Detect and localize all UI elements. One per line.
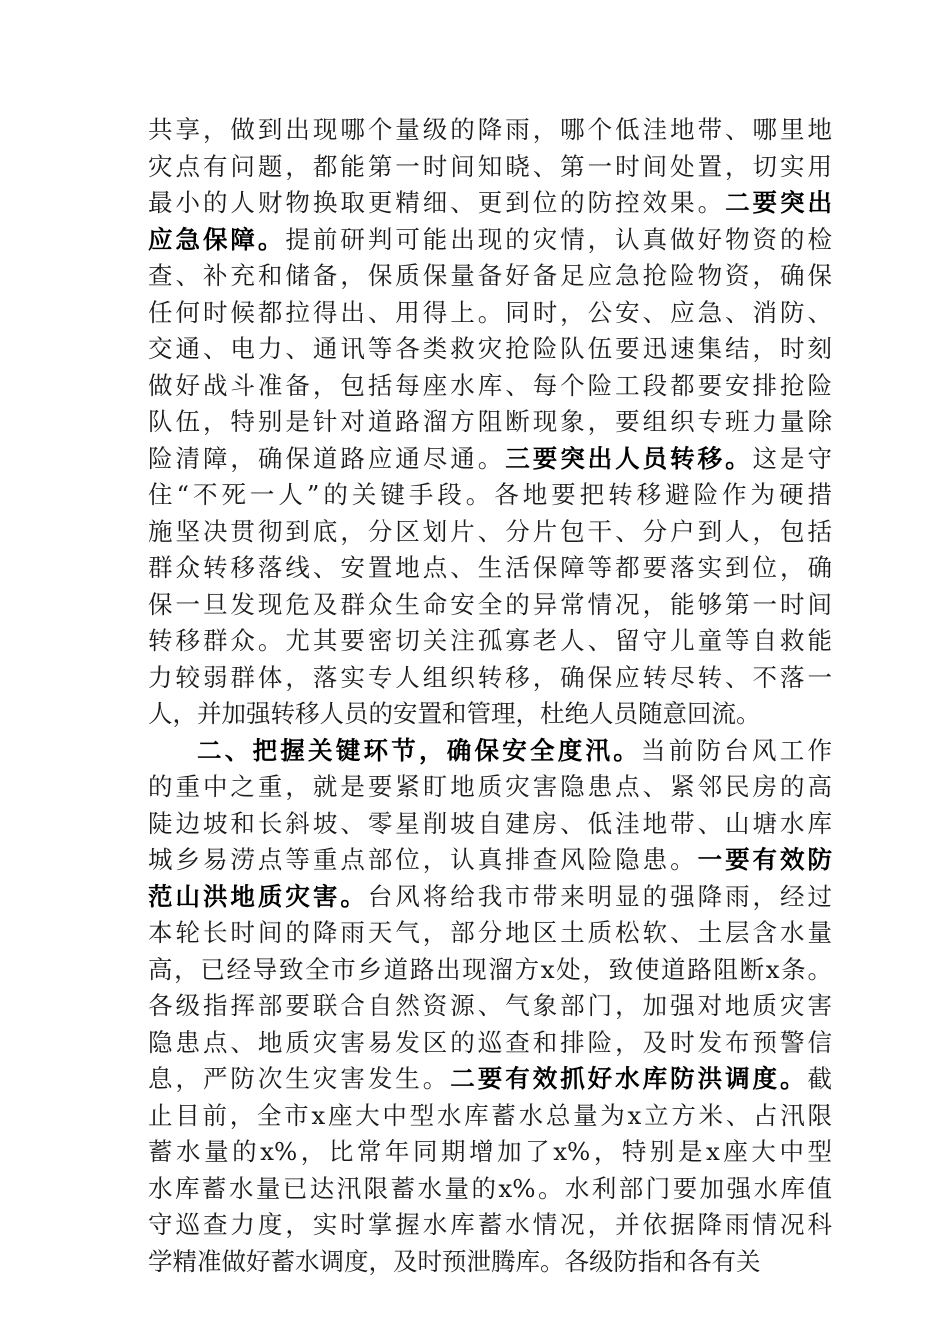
text-line [148, 368, 832, 405]
body-text: 隐患点、地质灾害易发区的巡查和排险，及时发布预警信 [148, 1027, 832, 1057]
body-text: 险清障，确保道路应通尽通。 [148, 443, 506, 473]
text-line [148, 185, 832, 222]
text-line [148, 733, 832, 770]
body-text: 台风将给我市带来明显的强降雨，经过 [367, 881, 833, 911]
body-text: 高，已经导致全市乡道路出现溜方x处，致使道路阻断x条。 [148, 954, 832, 984]
text-line [148, 258, 832, 295]
body-text: 队伍，特别是针对道路溜方阻断现象，要组织专班力量除 [148, 407, 832, 436]
bold-heading-text: 二要突出 [725, 188, 832, 217]
body-text: 最小的人财物换取更精细、更到位的防控效果。 [148, 188, 726, 217]
text-line [148, 404, 832, 441]
text-line [148, 988, 832, 1025]
body-text: 城乡易涝点等重点部位，认真排查风险隐患。 [148, 845, 698, 874]
body-text: 守巡查力度，实时掌握水库蓄水情况，并依据降雨情况科 [148, 1210, 832, 1239]
bold-heading-text: 二、把握关键环节，确保安全度汛。 [197, 735, 641, 765]
body-text: 住“不死一人”的关键手段。各地要把转移避险作为硬措 [148, 480, 832, 509]
text-line [148, 477, 832, 514]
text-line [148, 696, 832, 733]
body-text: 力较弱群体，落实专人组织转移，确保应转尽转、不落一 [148, 662, 832, 692]
text-line [148, 222, 832, 259]
text-line [148, 1061, 832, 1098]
text-line [148, 660, 832, 697]
body-text: 截 [807, 1064, 833, 1093]
paragraph [148, 112, 832, 733]
text-line [148, 623, 832, 660]
body-text: 各级指挥部要联合自然资源、气象部门，加强对地质灾害 [148, 991, 832, 1020]
body-text: 转移群众。尤其要密切关注孤寡老人、留守儿童等自救能 [148, 626, 832, 655]
text-line [148, 915, 832, 952]
text-line [148, 806, 832, 843]
text-line [148, 769, 832, 806]
body-text: 施坚决贯彻到底，分区划片、分片包干、分户到人，包括 [148, 516, 832, 546]
text-line [148, 514, 832, 551]
bold-heading-text: 范山洪地质灾害。 [148, 881, 368, 911]
text-line [148, 1207, 832, 1244]
text-line [148, 1025, 832, 1062]
text-line [148, 441, 832, 478]
bold-heading-text: 一要有效防 [697, 845, 833, 874]
body-text: 本轮长时间的降雨天气，部分地区土质松软、土层含水量 [148, 918, 832, 947]
text-line [148, 879, 832, 916]
body-text: 当前防台风工作 [641, 735, 832, 765]
document-body [148, 112, 832, 1280]
body-text: 的重中之重，就是要紧盯地质灾害隐患点、紧邻民房的高 [148, 772, 832, 801]
body-text: 查、补充和储备，保质保量备好备足应急抢险物资，确保 [148, 261, 832, 290]
text-line [148, 1244, 832, 1281]
body-text: 陡边坡和长斜坡、零星削坡自建房、低洼地带、山塘水库 [148, 808, 832, 838]
text-line [148, 331, 832, 368]
body-text: 交通、电力、通讯等各类救灾抢险队伍要迅速集结，时刻 [148, 334, 832, 363]
body-text: 蓄水量的x%，比常年同期增加了x%，特别是x座大中型 [148, 1137, 832, 1166]
text-line [148, 1098, 832, 1135]
body-text: 提前研判可能出现的灾情，认真做好物资的检 [285, 224, 833, 254]
text-line [148, 149, 832, 186]
body-text: 群众转移落线、安置地点、生活保障等都要落实到位，确 [148, 553, 832, 582]
text-line [148, 550, 832, 587]
bold-heading-text: 二要有效抓好水库防洪调度。 [450, 1064, 808, 1093]
text-line [148, 112, 832, 149]
body-text: 这是守 [752, 443, 833, 473]
body-text: 做好战斗准备，包括每座水库、每个险工段都要安排抢险 [148, 370, 832, 400]
bold-heading-text: 三要突出人员转移。 [505, 443, 753, 473]
text-line [148, 1134, 832, 1171]
text-line [148, 842, 832, 879]
body-text: 息，严防次生灾害发生。 [148, 1064, 451, 1093]
body-text: 保一旦发现危及群众生命安全的异常情况，能够第一时间 [148, 589, 832, 619]
body-text: 灾点有问题，都能第一时间知晓、第一时间处置，切实用 [148, 151, 832, 181]
body-text: 共享，做到出现哪个量级的降雨，哪个低洼地带、哪里地 [148, 115, 832, 144]
bold-heading-text: 应急保障。 [148, 224, 286, 254]
body-text: 学精准做好蓄水调度，及时预泄腾库。各级防指和各有关 [148, 1246, 761, 1276]
body-text: 水库蓄水量已达汛限蓄水量的x%。水利部门要加强水库值 [148, 1173, 832, 1203]
text-line [148, 587, 832, 624]
paragraph [148, 733, 832, 1281]
body-text: 止目前，全市x座大中型水库蓄水总量为x立方米、占汛限 [148, 1100, 832, 1130]
text-line [148, 295, 832, 332]
text-line [148, 952, 832, 989]
text-line [148, 1171, 832, 1208]
body-text: 任何时候都拉得出、用得上。同时，公安、应急、消防、 [148, 297, 832, 327]
body-text: 人，并加强转移人员的安置和管理，杜绝人员随意回流。 [148, 699, 761, 728]
